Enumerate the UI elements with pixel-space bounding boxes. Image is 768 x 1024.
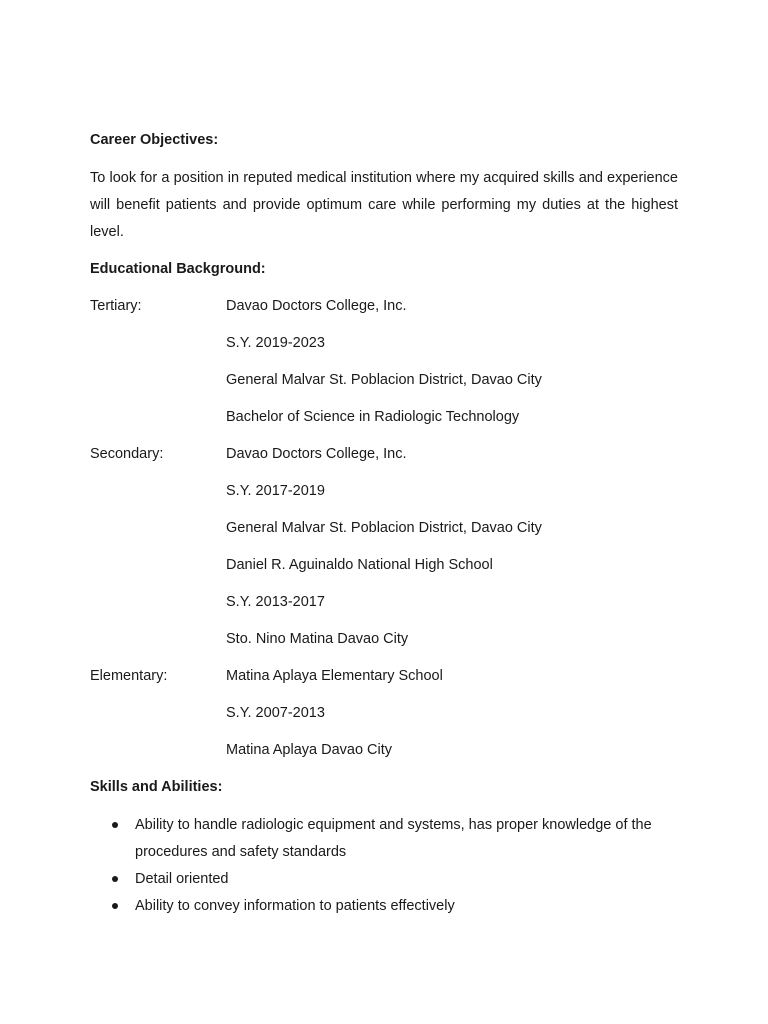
skill-item [90, 812, 678, 866]
education-list [90, 294, 678, 775]
spacer [90, 246, 678, 257]
education-level-label [90, 405, 226, 442]
education-level-label [90, 627, 226, 664]
education-detail: Matina Aplaya Davao City [226, 742, 393, 758]
education-row [90, 553, 678, 590]
resume-content [90, 128, 678, 920]
education-detail: Bachelor of Science in Radiologic Technology [226, 409, 520, 425]
education-row [90, 442, 678, 479]
education-level-label [90, 368, 226, 405]
education-level-label [90, 590, 226, 627]
spacer [90, 799, 678, 812]
education-level-label [90, 331, 226, 368]
career-objectives-text: To look for a position in reputed medical institution where my acquired skills and experience will benefit patients and provide optimum care while performing my duties at the highest level. [90, 170, 678, 240]
education-detail: General Malvar St. Poblacion District, Davao City [226, 372, 542, 388]
education-row [90, 405, 678, 442]
bullet-icon [112, 903, 118, 909]
education-row [90, 701, 678, 738]
bullet-icon [112, 822, 118, 828]
education-row [90, 368, 678, 405]
skills-list [90, 812, 678, 920]
education-level-label: Secondary: [90, 446, 164, 462]
skills-heading: Skills and Abilities: [90, 779, 223, 795]
education-detail: Sto. Nino Matina Davao City [226, 631, 409, 647]
education-detail: Davao Doctors College, Inc. [226, 298, 407, 314]
education-row [90, 664, 678, 701]
education-level-label [90, 479, 226, 516]
education-row [90, 479, 678, 516]
skill-text: Detail oriented [135, 871, 229, 887]
education-detail: S.Y. 2017-2019 [226, 483, 325, 499]
education-level-label [90, 701, 226, 738]
education-detail: Matina Aplaya Elementary School [226, 668, 443, 684]
education-detail: Davao Doctors College, Inc. [226, 446, 407, 462]
education-row [90, 331, 678, 368]
spacer [90, 281, 678, 294]
skill-text: Ability to handle radiologic equipment and systems, has proper knowledge of the procedures and safety standards [135, 817, 652, 860]
education-row [90, 590, 678, 627]
education-level-label: Tertiary: [90, 298, 142, 314]
education-level-label: Elementary: [90, 668, 168, 684]
education-row [90, 294, 678, 331]
education-level-label [90, 738, 226, 775]
education-detail: General Malvar St. Poblacion District, Davao City [226, 520, 542, 536]
education-detail: S.Y. 2007-2013 [226, 705, 325, 721]
educational-background-heading: Educational Background: [90, 261, 266, 277]
education-level-label [90, 516, 226, 553]
education-row [90, 516, 678, 553]
skill-item [90, 893, 678, 920]
skill-text: Ability to convey information to patients effectively [135, 898, 455, 914]
education-row [90, 738, 678, 775]
education-detail: S.Y. 2019-2023 [226, 335, 325, 351]
bullet-icon [112, 876, 118, 882]
education-detail: S.Y. 2013-2017 [226, 594, 325, 610]
spacer [90, 152, 678, 165]
education-detail: Daniel R. Aguinaldo National High School [226, 557, 493, 573]
education-row [90, 627, 678, 664]
career-objectives-heading: Career Objectives: [90, 132, 219, 148]
education-level-label [90, 553, 226, 590]
skill-item [90, 866, 678, 893]
